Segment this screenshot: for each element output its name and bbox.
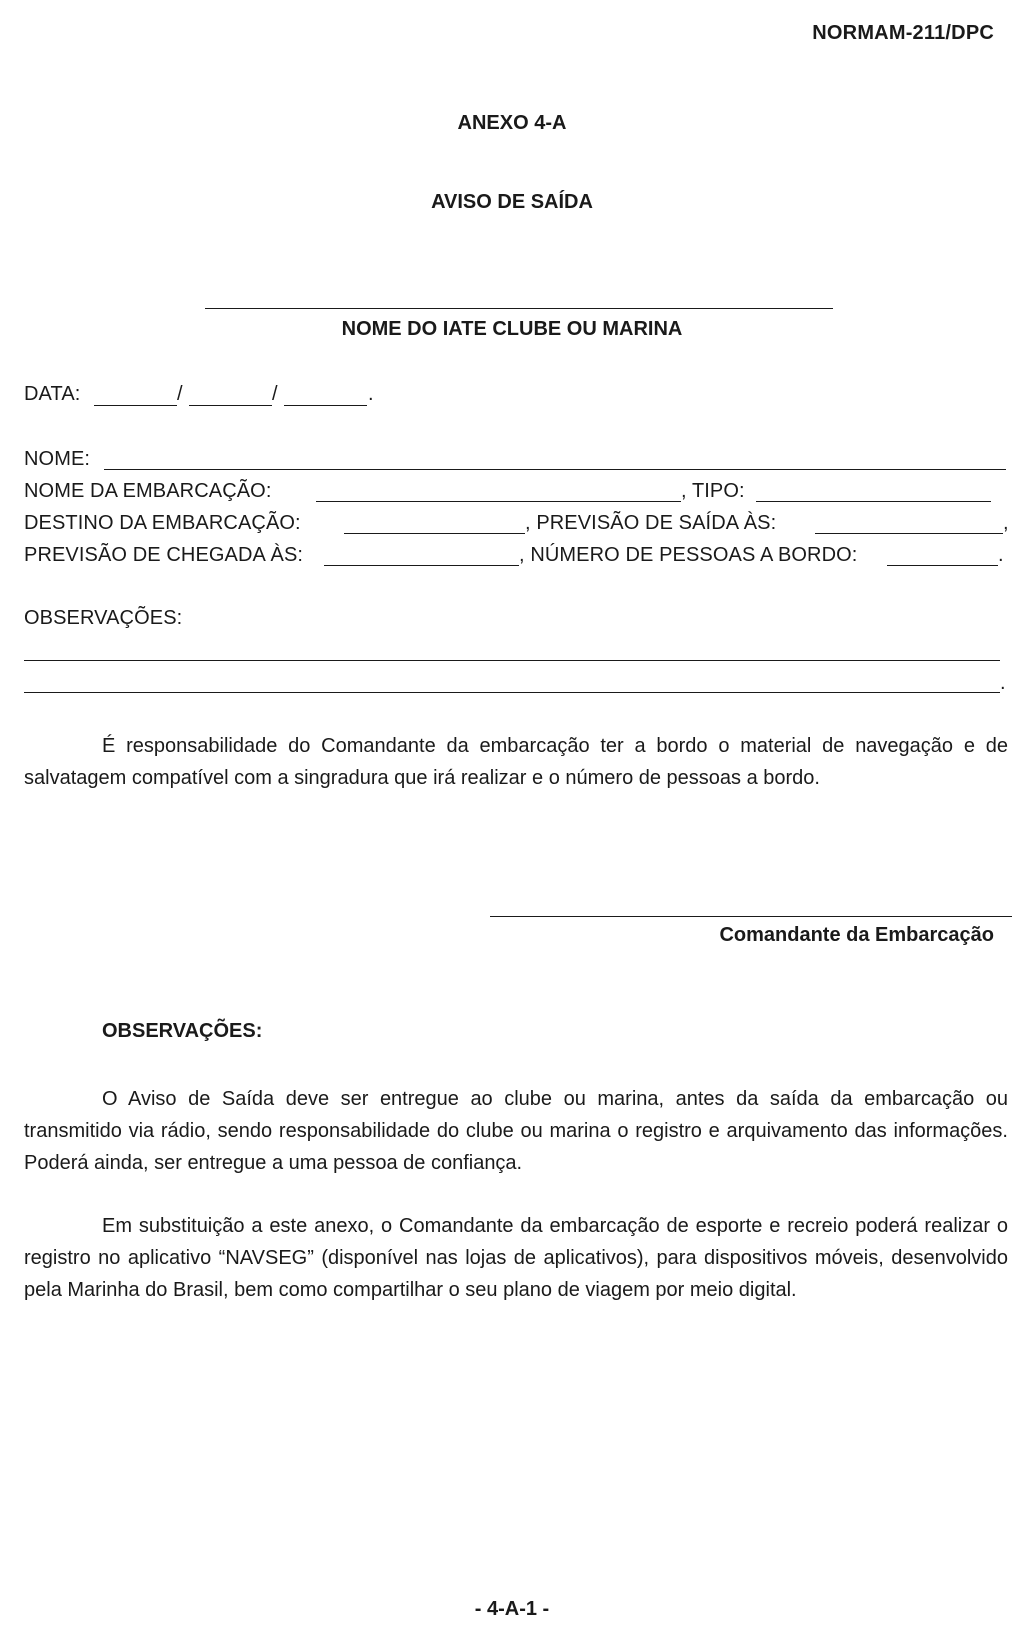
- observations-end-period: .: [1000, 672, 1006, 694]
- club-name-blank[interactable]: [205, 308, 833, 309]
- date-day-field[interactable]: [94, 405, 177, 406]
- vessel-type-field[interactable]: [756, 501, 991, 502]
- notes-paragraph-2: Em substituição a este anexo, o Comandante da embarcação de esporte e recreio poderá realizar o registro no aplicativo “NAVSEG” (disponível nas lojas de aplicativos), para dispositivos móveis, desenvolvido pela Marinha do Brasil, bem como compartilhar o seu plano de viagem por meio digital.: [24, 1215, 1008, 1301]
- arrival-time-field[interactable]: [324, 565, 519, 566]
- signature-label: Comandante da Embarcação: [719, 924, 994, 946]
- date-year-field[interactable]: [284, 405, 367, 406]
- observations-line-2[interactable]: [24, 692, 1000, 693]
- date-end-period: .: [368, 383, 374, 405]
- observations-line-1[interactable]: [24, 660, 1000, 661]
- notes-paragraph-1: O Aviso de Saída deve ser entregue ao clube ou marina, antes da saída da embarcação ou transmitido via rádio, sendo responsabilidade do clube ou marina o registro e arquivamento das informações. Poderá ainda, ser entregue a uma pessoa de confiança.: [24, 1088, 1008, 1174]
- arrival-time-label: PREVISÃO DE CHEGADA ÀS:: [24, 544, 304, 566]
- people-count-label: , NÚMERO DE PESSOAS A BORDO:: [519, 544, 858, 566]
- notes-heading: OBSERVAÇÕES:: [102, 1020, 263, 1042]
- signature-line[interactable]: [490, 916, 1012, 917]
- date-separator: /: [177, 383, 183, 405]
- date-separator: /: [272, 383, 278, 405]
- name-field[interactable]: [104, 469, 1006, 470]
- date-label: DATA:: [24, 383, 81, 405]
- vessel-type-label: , TIPO:: [681, 480, 745, 502]
- departure-end-comma: ,: [1003, 512, 1009, 534]
- club-name-caption: NOME DO IATE CLUBE OU MARINA: [341, 318, 683, 340]
- vessel-name-label: NOME DA EMBARCAÇÃO:: [24, 480, 272, 502]
- annex-title: ANEXO 4-A: [457, 112, 567, 134]
- page-number: - 4-A-1 -: [474, 1598, 550, 1620]
- people-end-period: .: [998, 544, 1004, 566]
- name-label: NOME:: [24, 448, 91, 470]
- date-month-field[interactable]: [189, 405, 272, 406]
- vessel-name-field[interactable]: [316, 501, 681, 502]
- departure-time-field[interactable]: [815, 533, 1003, 534]
- form-title: AVISO DE SAÍDA: [431, 191, 593, 213]
- responsibility-paragraph: É responsabilidade do Comandante da embarcação ter a bordo o material de navegação e de salvatagem compatível com a singradura que irá realizar e o número de pessoas a bordo.: [24, 735, 1008, 789]
- document-code: NORMAM-211/DPC: [812, 22, 994, 44]
- departure-time-label: , PREVISÃO DE SAÍDA ÀS:: [525, 512, 777, 534]
- observations-label: OBSERVAÇÕES:: [24, 607, 183, 629]
- destination-label: DESTINO DA EMBARCAÇÃO:: [24, 512, 301, 534]
- people-count-field[interactable]: [887, 565, 998, 566]
- destination-field[interactable]: [344, 533, 525, 534]
